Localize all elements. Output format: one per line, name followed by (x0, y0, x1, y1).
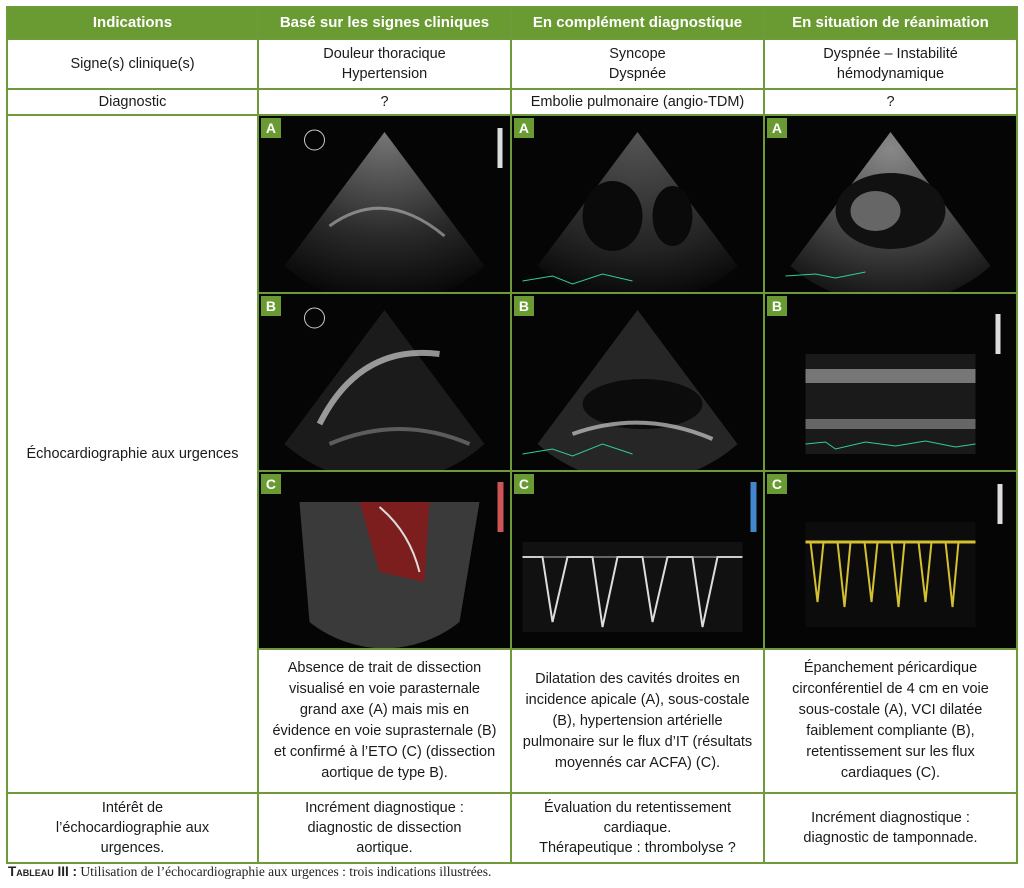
signes-c1-line1: Douleur thoracique (323, 46, 446, 62)
header-indications: Indications (7, 7, 258, 39)
echo-caption-1: Absence de trait de dissection visualisé en voie parasternale grand axe (A) mais mis en évidence en voie suprasternale (B) et confirmé à l’ETO (C) (dissection aortique de type B). (272, 660, 497, 781)
header-signes-cliniques: Basé sur les signes cliniques (258, 7, 511, 39)
header-complement-diagnostique: En complément diagnostique (511, 7, 764, 39)
signes-cell-3 (764, 39, 1017, 89)
interet-cell-1: Incrément diagnostique : diagnostic de dissection aortique. (258, 793, 511, 863)
ultrasound-sector-image (259, 116, 510, 292)
echo-image-2c (512, 472, 763, 650)
ultrasound-sector-image (512, 116, 763, 292)
badge-c: C (261, 474, 281, 494)
table-caption (8, 864, 491, 880)
interet-c2-line1: Évaluation du retentissement cardiaque. (543, 800, 731, 836)
signes-label: Signe(s) clinique(s) (7, 39, 258, 89)
signes-c2-line1: Syncope (609, 46, 666, 62)
mmode-image (765, 294, 1016, 470)
echo-image-3a (765, 116, 1016, 294)
badge-c: C (514, 474, 534, 494)
badge-a: A (767, 118, 787, 138)
diagnostic-row (7, 89, 1017, 115)
diagnostic-cell-2: Embolie pulmonaire (angio-TDM) (511, 89, 764, 115)
signes-c3-line2: hémodynamique (836, 66, 945, 82)
signes-row (7, 39, 1017, 89)
header-reanimation: En situation de réanimation (764, 7, 1017, 39)
badge-b: B (767, 296, 787, 316)
echocardiography-table (6, 6, 1018, 864)
signes-c1-line2: Hypertension (341, 66, 428, 82)
badge-b: B (514, 296, 534, 316)
echo-row (7, 115, 1017, 793)
interet-cell-2 (511, 793, 764, 863)
signes-cell-2 (511, 39, 764, 89)
badge-a: A (514, 118, 534, 138)
table-caption-text: Utilisation de l’échocardiographie aux urgences : trois indications illustrées. (77, 864, 492, 879)
echo-image-1a (259, 116, 510, 294)
ultrasound-sector-image (259, 294, 510, 470)
diagnostic-cell-3: ? (764, 89, 1017, 115)
echo-caption-2: Dilatation des cavités droites en incidence apicale (A), sous-costale (B), hypertension artérielle pulmonaire sur le flux d’IT (résultats moyennés car ACFA) (C). (522, 670, 753, 771)
echo-caption-3: Épanchement péricardique circonférentiel de 4 cm en voie sous-costale (A), VCI dilatée faiblement compliante (B), retentissement sur les flux cardiaques (C). (792, 660, 989, 781)
echo-label: Échocardiographie aux urgences (7, 115, 258, 793)
diagnostic-label: Diagnostic (7, 89, 258, 115)
interet-c2-line2: Thérapeutique : thrombolyse ? (539, 840, 736, 856)
ultrasound-sector-image (512, 294, 763, 470)
doppler-trace-image (765, 472, 1016, 648)
echo-cell-1 (258, 115, 511, 793)
doppler-trace-image (512, 472, 763, 648)
badge-c: C (767, 474, 787, 494)
badge-b: B (261, 296, 281, 316)
badge-a: A (261, 118, 281, 138)
diagnostic-cell-1: ? (258, 89, 511, 115)
echo-image-3b (765, 294, 1016, 472)
ultrasound-sector-image (259, 472, 510, 648)
signes-c2-line2: Dyspnée (608, 66, 667, 82)
echo-image-2a (512, 116, 763, 294)
echo-image-1b (259, 294, 510, 472)
echo-cell-2 (511, 115, 764, 793)
echo-image-3c (765, 472, 1016, 650)
echo-image-2b (512, 294, 763, 472)
signes-cell-1 (258, 39, 511, 89)
signes-c3-line1: Dyspnée – Instabilité (823, 46, 958, 62)
interet-row (7, 793, 1017, 863)
header-row (7, 7, 1017, 39)
interet-cell-3: Incrément diagnostique : diagnostic de tamponnade. (764, 793, 1017, 863)
table-caption-label: Tableau III : (8, 864, 77, 879)
ultrasound-sector-image (765, 116, 1016, 292)
interet-label: Intérêt de l’échocardiographie aux urgences. (7, 793, 258, 863)
echo-image-1c (259, 472, 510, 650)
echo-cell-3 (764, 115, 1017, 793)
